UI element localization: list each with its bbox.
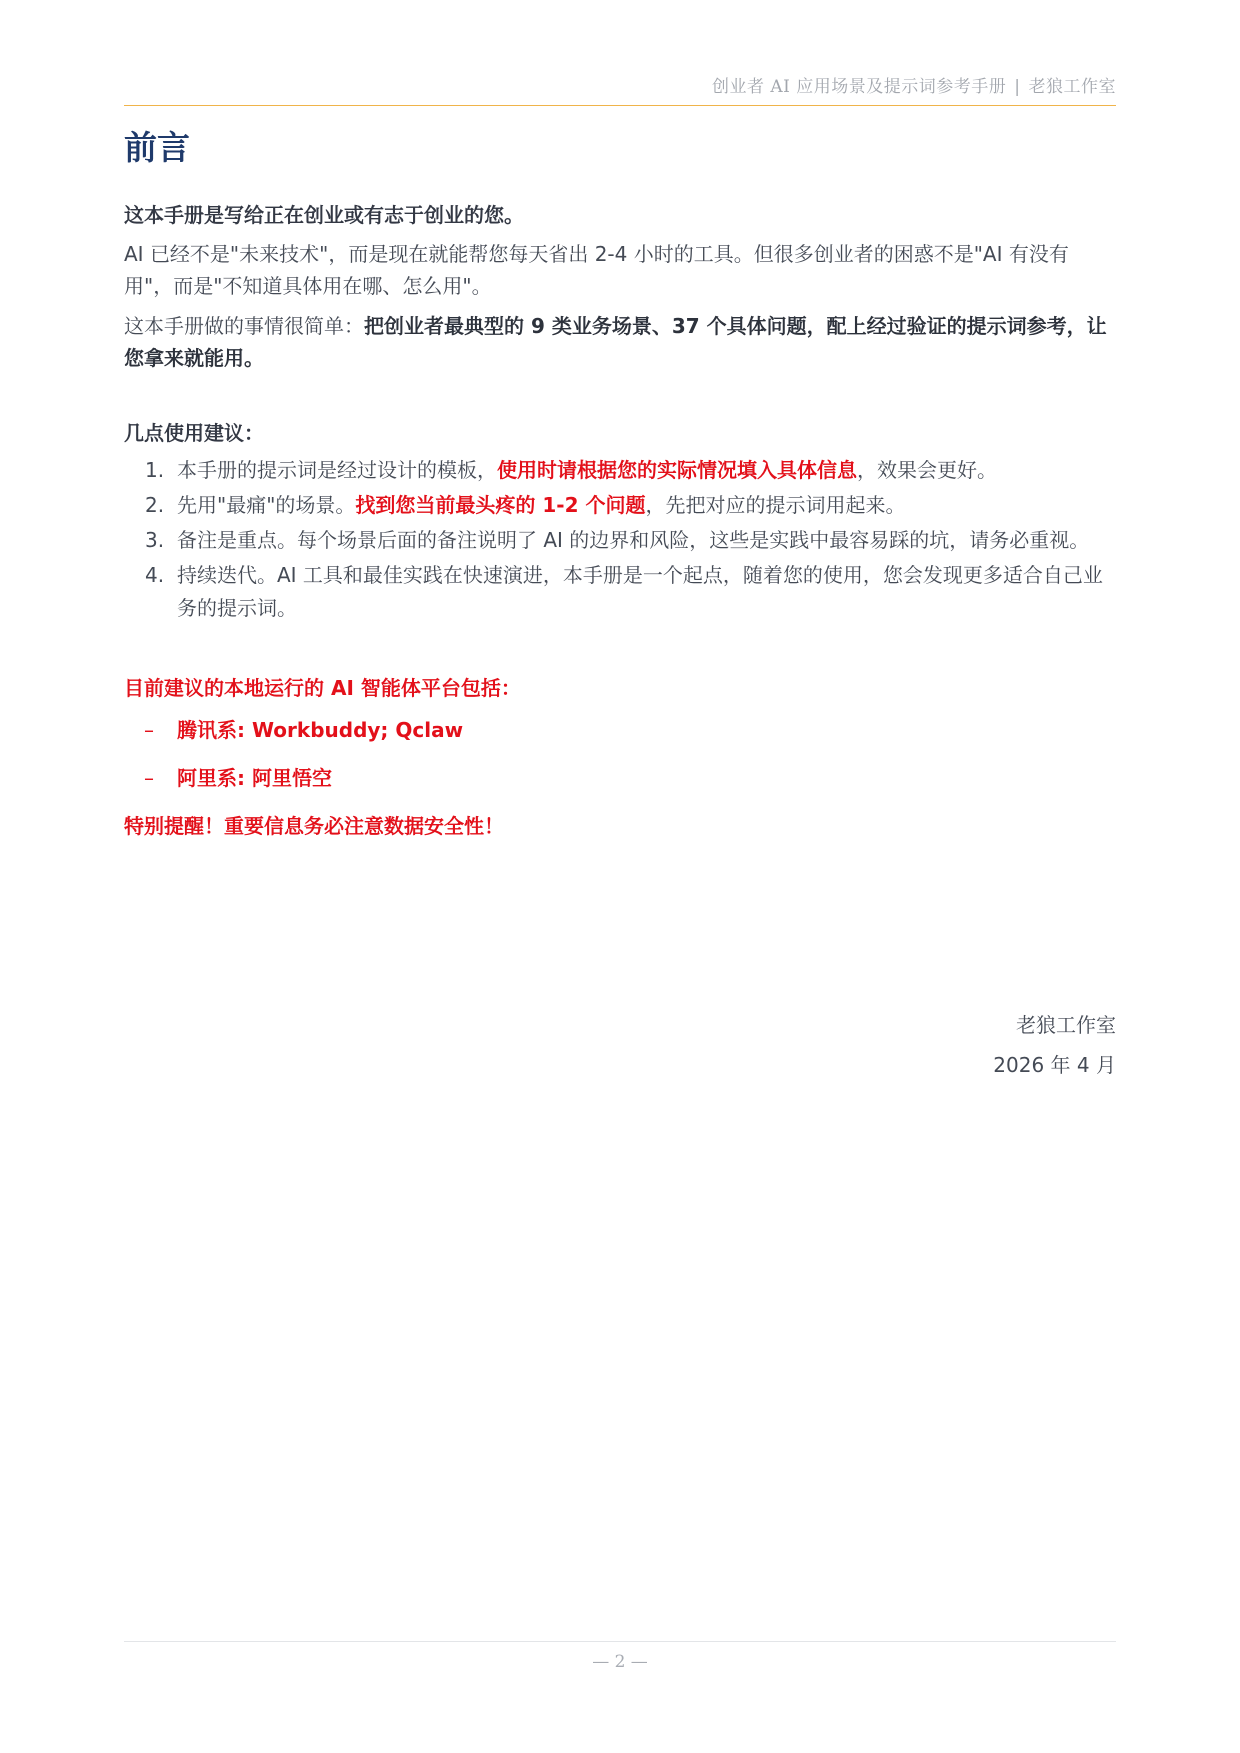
lead-sentence: 这本手册是写给正在创业或有志于创业的您。 [124, 203, 524, 227]
security-warning: 特别提醒！重要信息务必注意数据安全性！ [124, 814, 504, 838]
signature-name: 老狼工作室 [1016, 1013, 1116, 1037]
header-studio: 老狼工作室 [1028, 77, 1116, 97]
header-separator: | [1014, 77, 1021, 97]
tip-item [124, 454, 1116, 487]
platform-item [124, 763, 1116, 793]
tip-number: 2. [145, 493, 165, 517]
platforms-title: 目前建议的本地运行的 AI 智能体平台包括： [124, 676, 521, 700]
summary-paragraph [124, 310, 1116, 374]
platform-text: 阿里系: 阿里悟空 [177, 766, 332, 790]
summary-bold: 把创业者最典型的 9 类业务场景、37 个具体问题，配上经过验证的提示词参考，让您拿来就能用。 [124, 314, 1107, 370]
platform-text: 腾讯系: Workbuddy; Qclaw [177, 718, 464, 742]
signature-date: 2026 年 4 月 [993, 1053, 1116, 1077]
tips-title: 几点使用建议： [124, 421, 264, 445]
tips-list [124, 454, 1116, 625]
signature-block [124, 1005, 1116, 1085]
tip-highlight: 使用时请根据您的实际情况填入具体信息 [497, 458, 857, 482]
header-doc-title: 创业者 AI 应用场景及提示词参考手册 [711, 77, 1007, 97]
tip-text-end: ，效果会更好。 [857, 458, 997, 482]
page-header [124, 72, 1116, 106]
tip-text: 持续迭代。AI 工具和最佳实践在快速演进，本手册是一个起点，随着您的使用，您会发现更多适合自己业务的提示词。 [177, 563, 1103, 620]
tip-text-end: ，先把对应的提示词用起来。 [645, 493, 906, 517]
tip-text: 先用"最痛"的场景。 [177, 493, 356, 517]
intro-paragraph: AI 已经不是"未来技术"，而是现在就能帮您每天省出 2-4 小时的工具。但很多创业者的困惑不是"AI 有没有用"，而是"不知道具体用在哪、怎么用"。 [124, 242, 1069, 298]
tip-item [124, 524, 1116, 557]
platforms-list [124, 715, 1116, 793]
page-title: 前言 [124, 128, 190, 167]
tip-highlight: 找到您当前最头疼的 1-2 个问题 [355, 493, 646, 517]
tip-number: 3. [145, 528, 165, 552]
list-dash: – [144, 766, 154, 790]
platform-item [124, 715, 1116, 745]
list-dash: – [144, 718, 154, 742]
summary-prefix: 这本手册做的事情很简单： [124, 314, 364, 338]
footer-divider [124, 1641, 1116, 1642]
tip-text: 本手册的提示词是经过设计的模板， [177, 458, 497, 482]
tip-item [124, 489, 1116, 522]
tip-text: 备注是重点。每个场景后面的备注说明了 AI 的边界和风险，这些是实践中最容易踩的坑，请务必重视。 [177, 528, 1090, 552]
page-content [124, 122, 1116, 841]
tip-number: 4. [145, 563, 165, 587]
page-number: — 2 — [592, 1652, 648, 1672]
tip-number: 1. [145, 458, 165, 482]
tip-item [124, 559, 1116, 625]
